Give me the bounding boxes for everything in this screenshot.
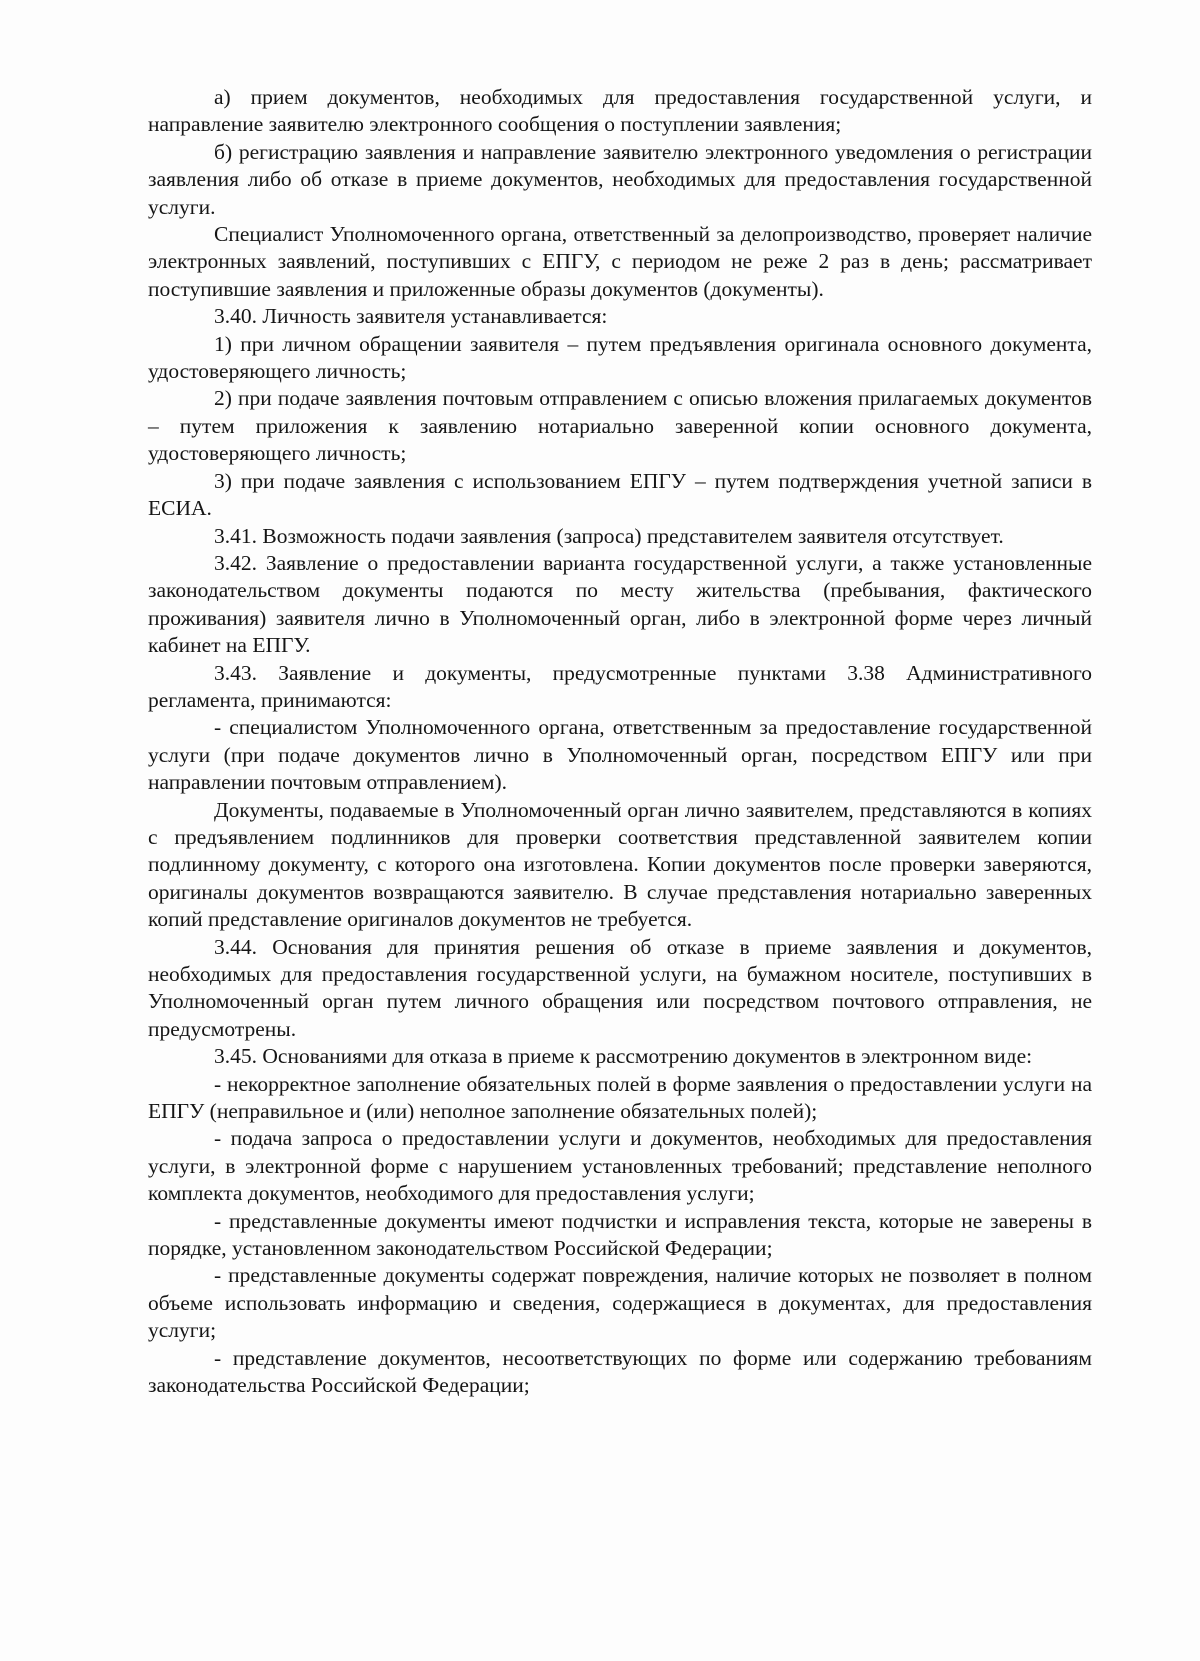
paragraph: 3.43. Заявление и документы, предусмотренные пунктами 3.38 Административного регламента, принимаются: [148,660,1092,712]
paragraph: Документы, подаваемые в Уполномоченный орган лично заявителем, представляются в копиях с предъявлением подлинников для проверки соответствия представленной заявителем копии подлинному документу, с которого она изготовлена. Копии документов после проверки заверяются, оригиналы документов возвращаются заявителю. В случае представления нотариально заверенных копий представление оригиналов документов не требуется. [148,797,1092,932]
paragraph: б) регистрацию заявления и направление заявителю электронного уведомления о регистрации заявления либо об отказе в приеме документов, необходимых для предоставления государственной услуги. [148,139,1092,219]
paragraph: 2) при подаче заявления почтовым отправлением с описью вложения прилагаемых документов – путем приложения к заявлению нотариально заверенной копии основного документа, удостоверяющего личность; [148,386,1092,466]
paragraph: - подача запроса о предоставлении услуги и документов, необходимых для предоставления услуги, в электронной форме с нарушением установленных требований; представление неполного комплекта документов, необходимого для предоставления услуги; [148,1126,1092,1206]
paragraph: - некорректное заполнение обязательных полей в форме заявления о предоставлении услуги на ЕПГУ (неправильное и (или) неполное заполнение обязательных полей); [148,1071,1092,1124]
paragraph: 1) при личном обращении заявителя – путем предъявления оригинала основного документа, удостоверяющего личность; [148,331,1092,384]
paragraph: 3.45. Основаниями для отказа в приеме к рассмотрению документов в электронном виде: [214,1044,1033,1069]
paragraph: 3) при подаче заявления с использованием ЕПГУ – путем подтверждения учетной записи в ЕСИА. [148,468,1092,521]
paragraph: Специалист Уполномоченного органа, ответственный за делопроизводство, проверяет наличие электронных заявлений, поступивших с ЕПГУ, с периодом не реже 2 раз в день; рассматривает поступившие заявления и приложенные образы документов (документы). [148,222,1092,301]
paragraph: 3.42. Заявление о предоставлении варианта государственной услуги, а также установленные законодательством документы подаются по месту жительства (пребывания, фактического проживания) заявителя лично в Уполномоченный орган, либо в электронной форме через личный кабинет на ЕПГУ. [148,550,1092,658]
paragraph: - представленные документы имеют подчистки и исправления текста, которые не заверены в порядке, установленном законодательством Российской Федерации; [148,1208,1092,1261]
paragraph: а) прием документов, необходимых для предоставления государственной услуги, и направление заявителю электронного сообщения о поступлении заявления; [148,85,1092,137]
paragraph: - специалистом Уполномоченного органа, ответственным за предоставление государственной услуги (при подаче документов лично в Уполномоченный орган, посредством ЕПГУ или при направлении почтовым отправлением). [148,715,1092,795]
document-body [148,84,1092,1400]
paragraph: 3.41. Возможность подачи заявления (запроса) представителем заявителя отсутствует. [214,523,1004,548]
paragraph: - представление документов, несоответствующих по форме или содержанию требованиям законодательства Российской Федерации; [148,1345,1092,1398]
paragraph: 3.40. Личность заявителя устанавливается: [214,304,608,329]
paragraph: 3.44. Основания для принятия решения об отказе в приеме заявления и документов, необходимых для предоставления государственной услуги, на бумажном носителе, поступивших в Уполномоченный орган путем личного обращения или посредством почтового отправления, не предусмотрены. [148,934,1092,1041]
paragraph: - представленные документы содержат повреждения, наличие которых не позволяет в полном объеме использовать информацию и сведения, содержащиеся в документах, для предоставления услуги; [148,1263,1092,1343]
